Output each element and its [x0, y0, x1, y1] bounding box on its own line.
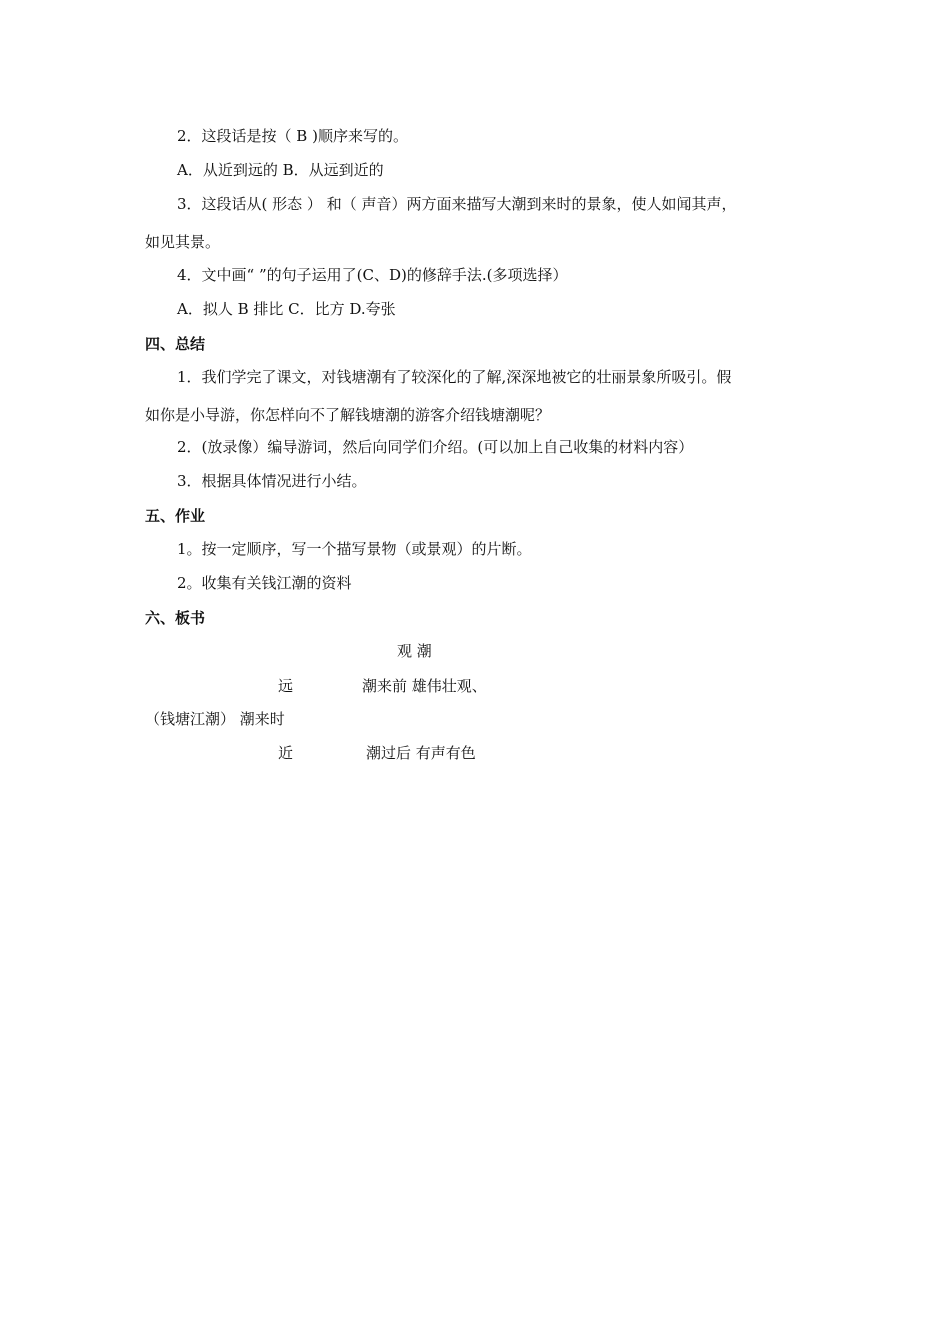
- summary-item-1-line-2: 如你是小导游，你怎样向不了解钱塘潮的游客介绍钱塘潮呢？: [145, 406, 551, 424]
- homework-item-1: 1。按一定顺序，写一个描写景物（或景观）的片断。: [177, 540, 532, 558]
- board-heading: 六、板书: [145, 609, 206, 627]
- board-before-tide: 潮来前 雄伟壮观、: [362, 677, 487, 695]
- summary-item-2: 2．(放录像）编导游词，然后向同学们介绍。(可以加上自己收集的材料内容）: [177, 438, 694, 456]
- homework-item-2: 2。收集有关钱江潮的资料: [177, 574, 352, 592]
- question-4-options: A．拟人 B 排比 C．比方 D.夸张: [177, 300, 396, 318]
- question-2-options: A．从近到远的 B．从远到近的: [177, 161, 384, 179]
- question-3-line-2: 如见其景。: [145, 233, 221, 251]
- summary-item-3: 3．根据具体情况进行小结。: [177, 472, 367, 490]
- summary-item-1-line-1: 1．我们学完了课文，对钱塘潮有了较深化的了解,深深地被它的壮丽景象所吸引。假: [177, 368, 732, 386]
- homework-heading: 五、作业: [145, 507, 206, 525]
- board-subject: （钱塘江潮） 潮来时: [145, 710, 285, 728]
- board-after-tide: 潮过后 有声有色: [366, 744, 476, 762]
- question-3-line-1: 3．这段话从( 形态 ） 和（ 声音）两方面来描写大潮到来时的景象，使人如闻其声，: [177, 195, 737, 213]
- board-title: 观 潮: [397, 642, 432, 660]
- board-far: 远: [278, 677, 294, 695]
- summary-heading: 四、总结: [145, 335, 206, 353]
- question-4: 4．文中画“ ”的句子运用了(C、D)的修辞手法.(多项选择）: [177, 266, 568, 284]
- question-2: 2．这段话是按（ B )顺序来写的。: [177, 127, 408, 145]
- board-near: 近: [278, 744, 294, 762]
